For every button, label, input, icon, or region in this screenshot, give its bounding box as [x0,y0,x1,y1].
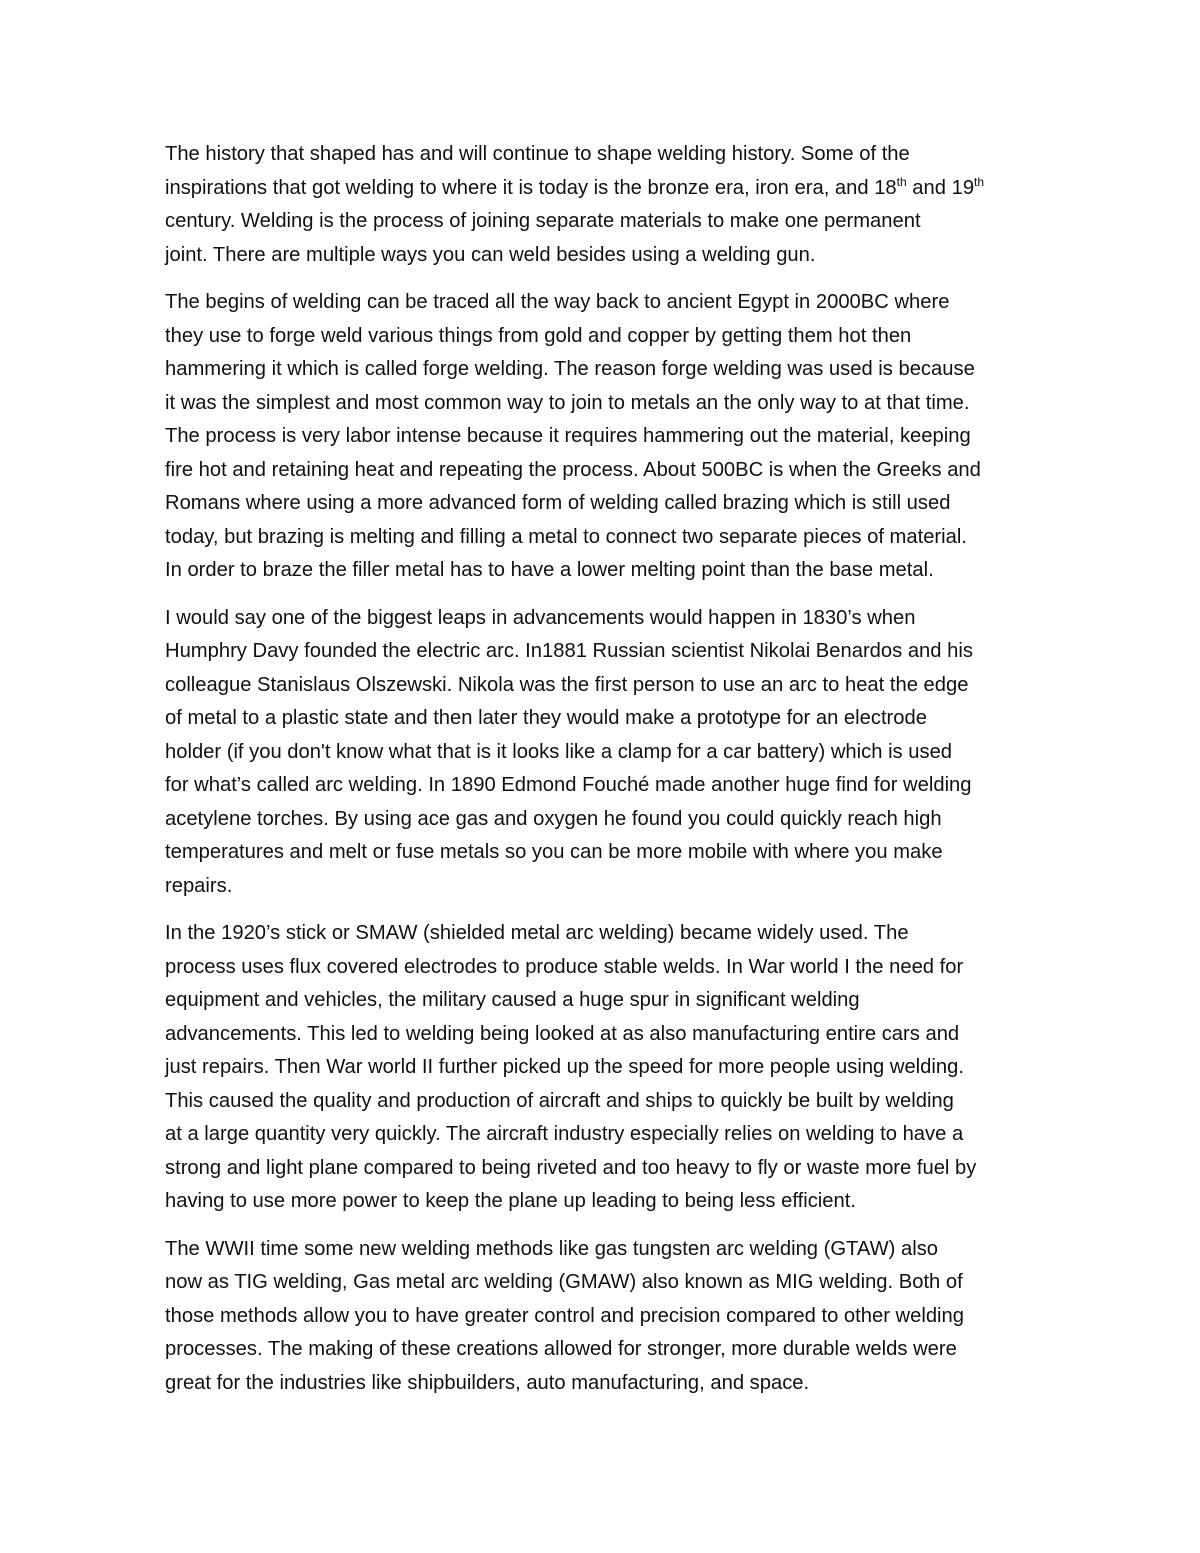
text-line: it was the simplest and most common way to join to metals an the only way to at that time. [165,391,970,414]
text-line: of metal to a plastic state and then later they would make a prototype for an electrode [165,707,927,729]
text-line: This caused the quality and production of aircraft and ships to quickly be built by welding [165,1089,954,1112]
text-line: The history that shaped has and will continue to shape welding history. Some of the [165,143,910,165]
superscript: th [896,174,907,189]
text-line: The begins of welding can be traced all the way back to ancient Egypt in 2000BC where [165,291,950,313]
text-line: hammering it which is called forge welding. The reason forge welding was used is because [165,358,975,380]
superscript: th [974,174,985,189]
text-line: fire hot and retaining heat and repeating the process. About 500BC is when the Greeks and [165,458,981,481]
text-line: processes. The making of these creations allowed for stronger, more durable welds were [165,1338,957,1360]
text-line: those methods allow you to have greater control and precision compared to other welding [165,1304,964,1327]
text-line: equipment and vehicles, the military caused a huge spur in significant welding [165,989,860,1011]
text-line: they use to forge weld various things from gold and copper by getting them hot then [165,324,912,347]
text-line: great for the industries like shipbuilders, auto manufacturing, and space. [165,1371,810,1394]
text-line: century. Welding is the process of joining separate materials to make one permanent [165,210,921,232]
text-line: joint. There are multiple ways you can weld besides using a welding gun. [165,243,816,266]
text-line: strong and light plane compared to being riveted and too heavy to fly or waste more fuel by [165,1156,977,1179]
text-line: acetylene torches. By using ace gas and oxygen he found you could quickly reach high [165,807,942,830]
text-line: colleague Stanislaus Olszewski. Nikola was the first person to use an arc to heat the edge [165,673,969,696]
text-line: Humphry Davy founded the electric arc. In1881 Russian scientist Nikolai Benardos and his [165,640,973,662]
text-run: inspirations that got welding to where it is today is the bronze era, iron era, and 18 [165,176,897,199]
paragraph-electric-arc [140,602,1060,904]
text-line: today, but brazing is melting and filling a metal to connect two separate pieces of material. [165,525,967,548]
text-line: at a large quantity very quickly. The aircraft industry especially relies on welding to have a [165,1123,964,1145]
text-line: holder (if you don't know what that is it looks like a clamp for a car battery) which is used [165,740,953,763]
text-line: temperatures and melt or fuse metals so you can be more mobile with where you make [165,841,943,863]
paragraph-world-wars [140,917,1060,1219]
paragraph-intro [140,138,1060,272]
text-line: The process is very labor intense because it requires hammering out the material, keeping [165,425,971,447]
text-line: I would say one of the biggest leaps in advancements would happen in 1830’s when [165,606,916,629]
paragraph-modern-methods [140,1233,1060,1401]
paragraph-ancient-welding [140,286,1060,588]
text-line: repairs. [165,874,233,897]
text-line: process uses flux covered electrodes to produce stable welds. In War world I the need for [165,955,964,978]
text-line: advancements. This led to welding being looked at as also manufacturing entire cars and [165,1022,960,1045]
text-line: In the 1920’s stick or SMAW (shielded metal arc welding) became widely used. The [165,922,909,944]
text-line: now as TIG welding, Gas metal arc welding (GMAW) also known as MIG welding. Both of [165,1271,963,1293]
text-line: having to use more power to keep the plane up leading to being less efficient. [165,1190,856,1212]
text-line: for what’s called arc welding. In 1890 Edmond Fouché made another huge find for welding [165,774,972,796]
text-line: just repairs. Then War world II further picked up the speed for more people using welding. [165,1056,964,1078]
text-line [140,172,1060,206]
text-line: Romans where using a more advanced form of welding called brazing which is still used [165,492,951,514]
document-body [140,138,1060,1414]
text-line: In order to braze the filler metal has to have a lower melting point than the base metal. [165,559,934,581]
text-run: and 19 [906,176,975,199]
text-line: The WWII time some new welding methods like gas tungsten arc welding (GTAW) also [165,1237,939,1260]
